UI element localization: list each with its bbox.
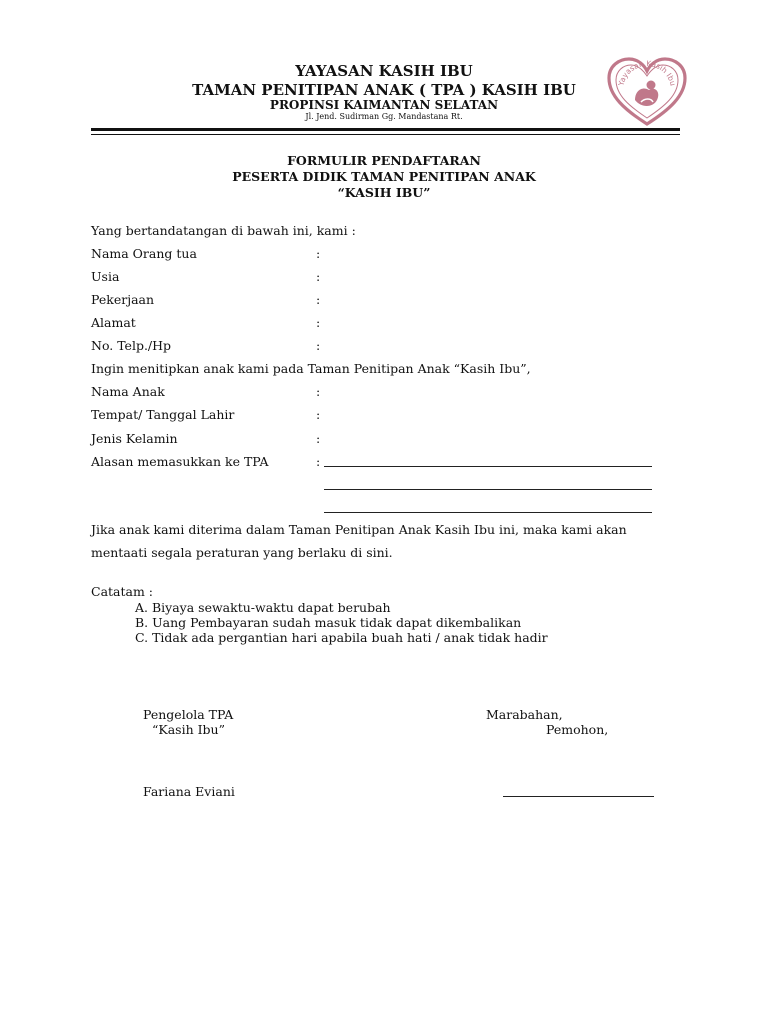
field-label-age: Usia [91,269,120,284]
field-label-parent-name: Nama Orang tua [91,246,197,261]
notes-heading: Catatam : [91,584,154,599]
field-label-phone: No. Telp./Hp [91,338,172,353]
note-item: A. Biyaya sewaktu-waktu dapat berubah [135,600,391,615]
note-item: B. Uang Pembayaran sudah masuk tidak dapat dikembalikan [135,615,522,630]
logo-text: Yayasan Kasih Ibu [616,58,678,87]
reason-line-3[interactable] [324,512,652,513]
address: Jl. Jend. Sudirman Gg. Mandastana Rt. [305,112,463,121]
signer-left-name: Fariana Eviani [143,784,235,799]
form-title-line1: FORMULIR PENDAFTARAN [287,153,481,168]
field-label-birth: Tempat/ Tanggal Lahir [91,407,235,422]
agreement-line1: Jika anak kami diterima dalam Taman Penitipan Anak Kasih Ibu ini, maka kami akan [91,522,627,537]
entrust-text: Ingin menitipkan anak kami pada Taman Penitipan Anak “Kasih Ibu”, [91,361,531,376]
field-colon: : [316,454,321,469]
field-label-gender: Jenis Kelamin [91,431,178,446]
field-colon: : [316,431,321,446]
field-colon: : [316,269,321,284]
form-title-line2: PESERTA DIDIK TAMAN PENITIPAN ANAK [232,169,536,184]
applicant-signature-line[interactable] [503,796,654,797]
signer-right-place: Marabahan, [486,707,563,722]
intro-text: Yang bertandatangan di bawah ini, kami : [91,223,356,238]
field-colon: : [316,407,321,422]
reason-line-1[interactable] [324,466,652,467]
signer-left-org: “Kasih Ibu” [152,722,225,737]
field-colon: : [316,315,321,330]
heart-logo-icon [605,56,689,128]
institution-name: TAMAN PENITIPAN ANAK ( TPA ) KASIH IBU [192,81,576,99]
form-title-line3: “KASIH IBU” [337,185,431,200]
note-item: C. Tidak ada pergantian hari apabila buah hati / anak tidak hadir [135,630,548,645]
field-colon: : [316,246,321,261]
field-label-child-name: Nama Anak [91,384,165,399]
signer-right-title: Pemohon, [546,722,609,737]
field-label-address: Alamat [91,315,136,330]
field-colon: : [316,384,321,399]
field-label-occupation: Pekerjaan [91,292,155,307]
province: PROPINSI KAIMANTAN SELATAN [269,98,499,112]
reason-line-2[interactable] [324,489,652,490]
agreement-line2: mentaati segala peraturan yang berlaku di sini. [91,545,393,560]
field-label-reason: Alasan memasukkan ke TPA [91,454,269,469]
signer-left-title: Pengelola TPA [143,707,234,722]
org-name: YAYASAN KASIH IBU [295,62,473,80]
header-rule-thick [91,128,680,131]
header-rule-thin [91,134,680,135]
field-colon: : [316,292,321,307]
field-colon: : [316,338,321,353]
